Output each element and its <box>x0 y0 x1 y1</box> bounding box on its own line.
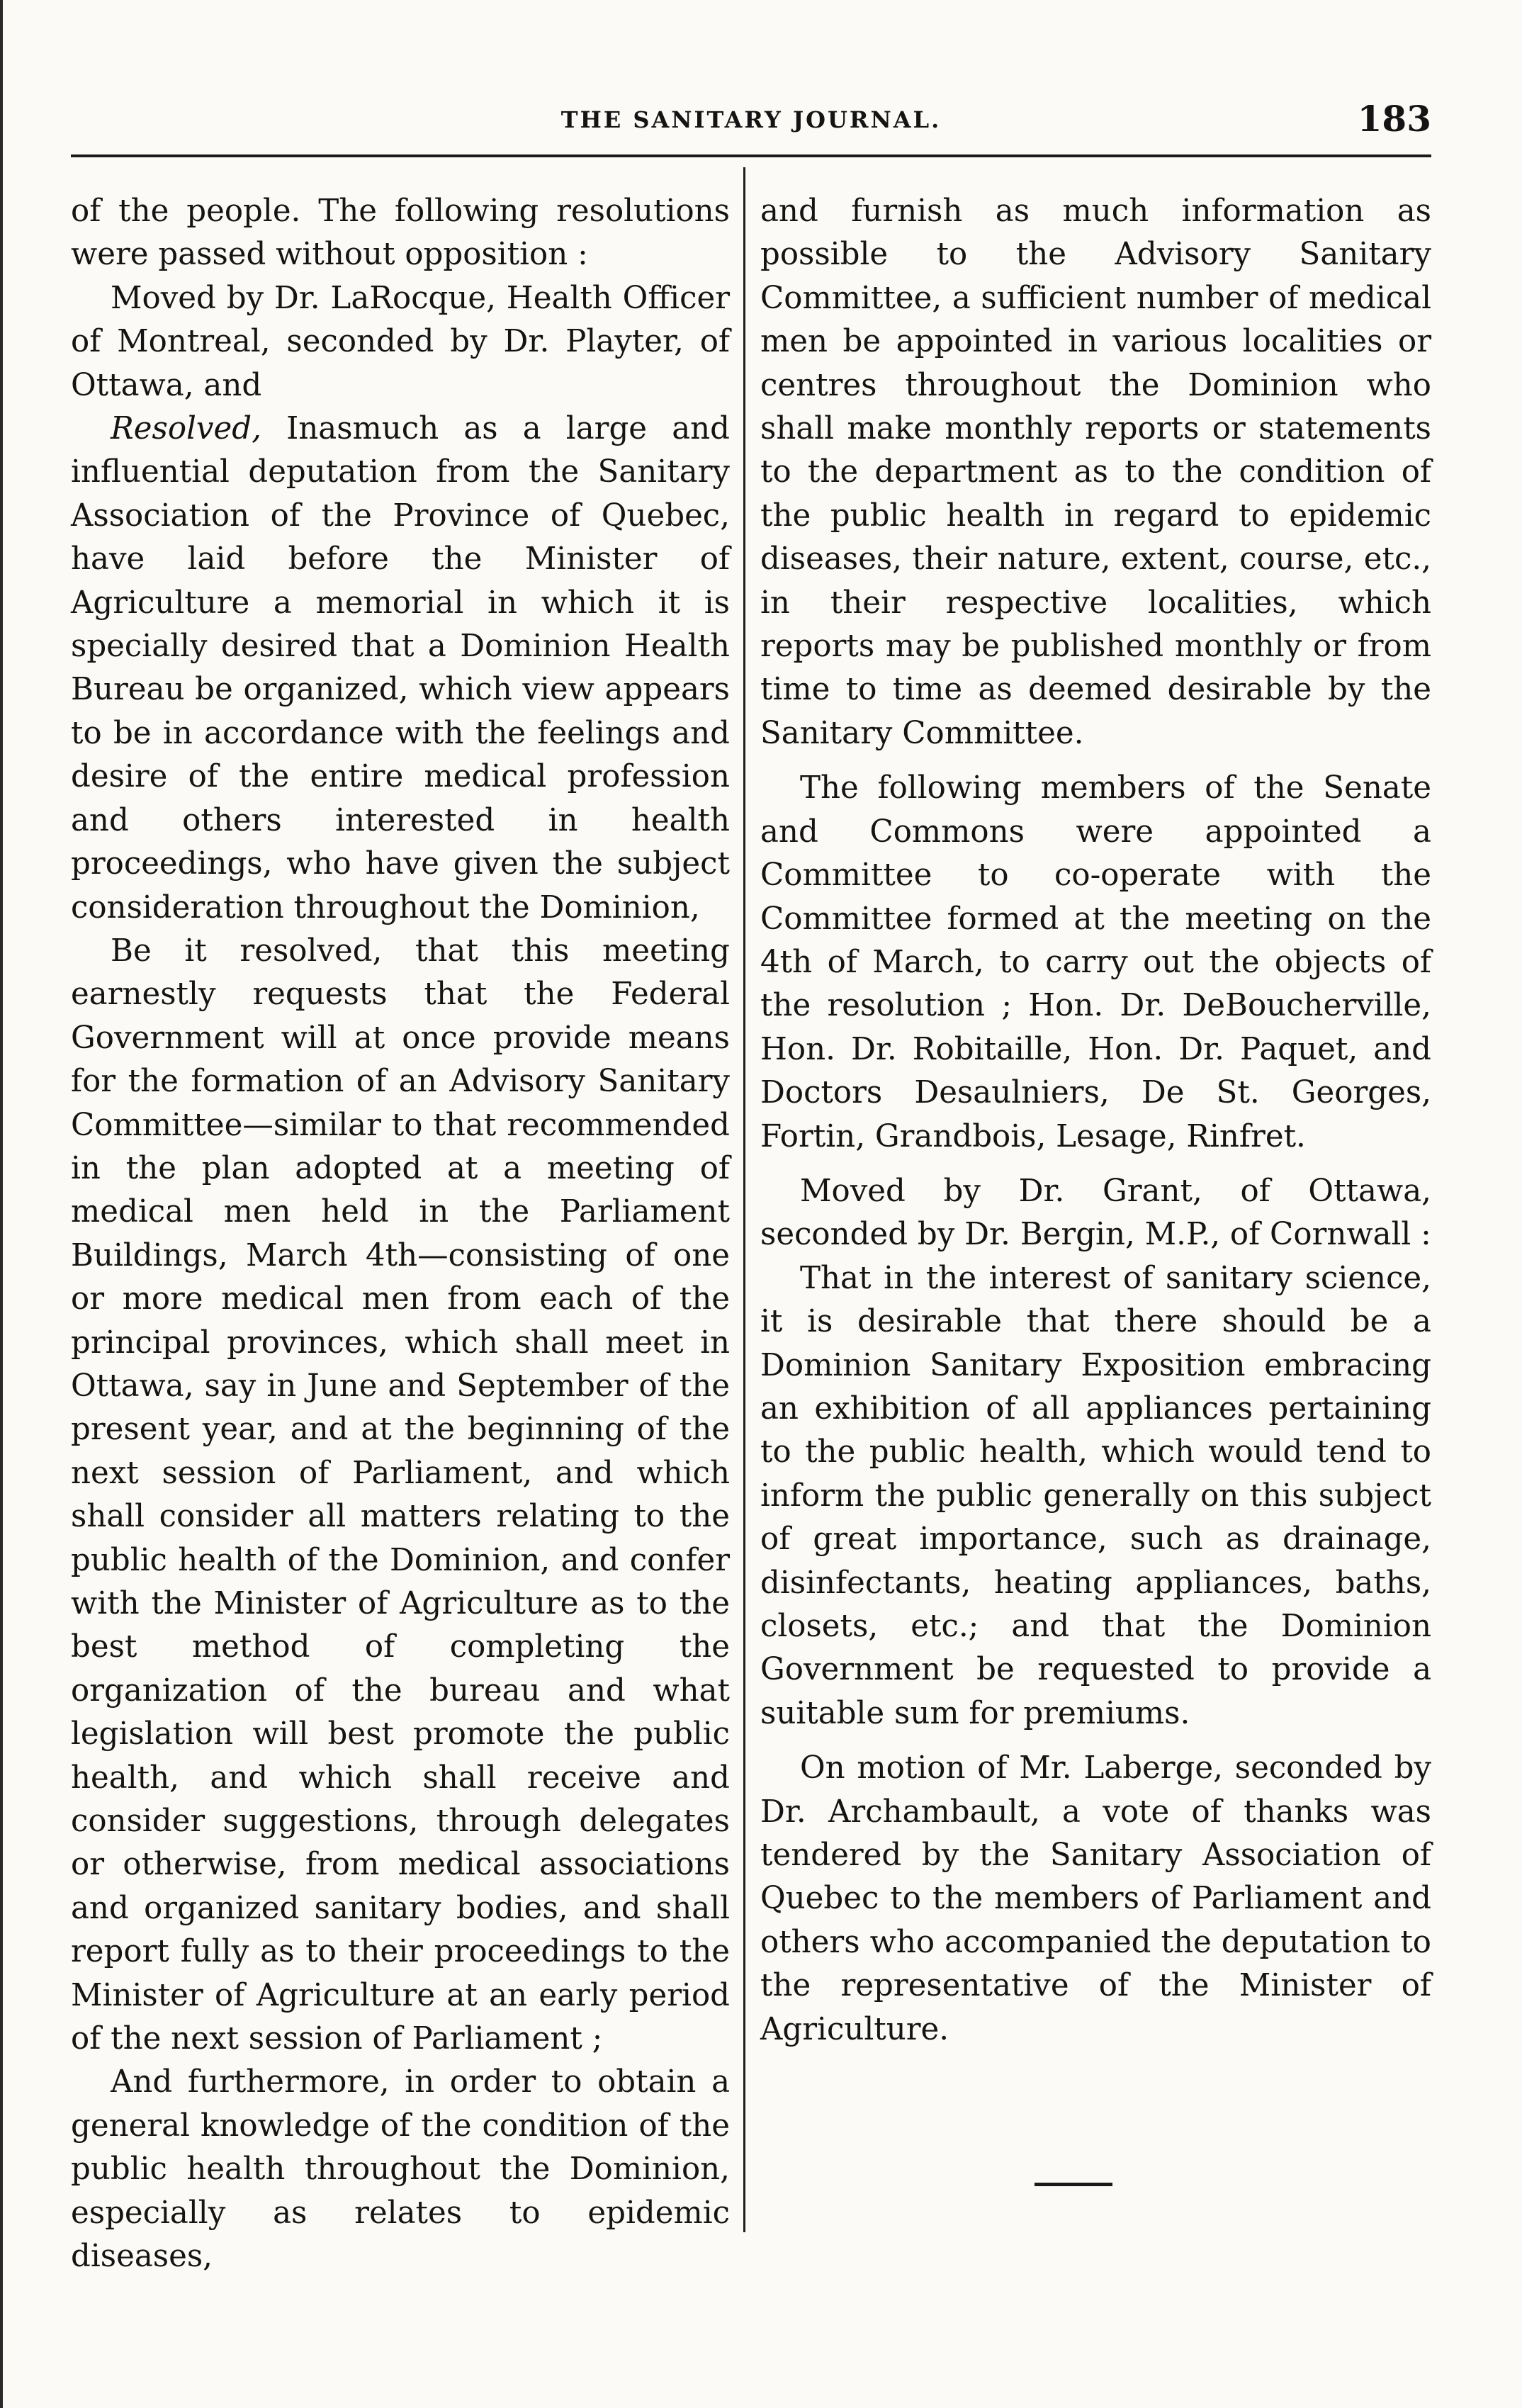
paragraph: and furnish as much information as possible to the Advisory Sanitary Committee, a sufficient number of medical men be appointed in various localities or centres throughout the Dominion who shall make monthly reports or statements to the department as to the condition of the public health in regard to epidemic diseases, their nature, extent, course, etc., in their respective localities, which reports may be published monthly or from time to time as deemed desirable by the Sanitary Committee. <box>760 193 1431 751</box>
resolved-body: Inasmuch as a large and influential deputation from the Sanitary Association of the Province of Quebec, have laid before the Minister of Agriculture a memorial in which it is specially desired that a Dominion Health Bureau be organized, which view appears to be in accordance with the feelings and desire of the entire medical profession and others interested in health proceedings, who have given the subject consideration throughout the Dominion, <box>71 411 730 925</box>
section-end-rule <box>1035 2183 1112 2186</box>
paragraph: Be it resolved, that this meeting earnestly requests that the Federal Government will at once provide means for the formation of an Advisory Sanitary Committee—similar to that recommended in the plan adopted at a meeting of medical men held in the Parliament Buildings, March 4th—consisting of one or more medical men from each of the principal provinces, which shall meet in Ottawa, say in June and September of the present year, and at the beginning of the next session of Parliament, and which shall consider all matters relating to the public health of the Dominion, and confer with the Minister of Agriculture as to the best method of completing the organization of the bureau and what legislation will best promote the public health, and which shall receive and consider suggestions, through delegates or otherwise, from medical associations and organized sanitary bodies, and shall report fully as to their proceedings to the Minister of Agriculture at an early period of the next session of Parliament ; <box>71 933 730 2057</box>
paragraph: of the people. The following resolutions were passed without opposition : <box>71 193 730 273</box>
column-divider <box>743 167 745 2232</box>
running-title: THE SANITARY JOURNAL. <box>560 106 942 133</box>
right-column <box>760 190 1431 2052</box>
page-number: 183 <box>1357 98 1431 140</box>
resolved-lead: Resolved, <box>111 411 261 447</box>
paragraph: The following members of the Senate and Commons were appointed a Committee to co-operate with the Committee formed at the meeting on the 4th of March, to carry out the objects of the resolution ; Hon. Dr. DeBoucherville, Hon. Dr. Robitaille, Hon. Dr. Paquet, and Doctors Desaulniers, De St. Georges, Fortin, Grandbois, Lesage, Rinfret. <box>760 770 1431 1154</box>
paragraph: Moved by Dr. LaRocque, Health Officer of Montreal, seconded by Dr. Playter, of Ottawa, and <box>71 280 730 403</box>
paragraph <box>71 407 730 930</box>
paragraph: Moved by Dr. Grant, of Ottawa, seconded by Dr. Bergin, M.P., of Cornwall : <box>760 1173 1431 1253</box>
left-column <box>71 190 730 2279</box>
header-rule <box>71 154 1431 157</box>
page-header <box>71 92 1431 156</box>
paragraph: That in the interest of sanitary science, it is desirable that there should be a Dominion Sanitary Exposition embracing an exhibition of all appliances pertaining to the public health, which would tend to inform the public generally on this subject of great importance, such as drainage, disinfectants, heating appliances, baths, closets, etc.; and that the Dominion Government be requested to provide a suitable sum for premiums. <box>760 1260 1431 1731</box>
paragraph: And furthermore, in order to obtain a general knowledge of the condition of the public health throughout the Dominion, especially as relates to epidemic diseases, <box>71 2064 730 2275</box>
paragraph: On motion of Mr. Laberge, seconded by Dr. Archambault, a vote of thanks was tendered by the Sanitary Association of Quebec to the members of Parliament and others who accompanied the deputation to the representative of the Minister of Agriculture. <box>760 1750 1431 2047</box>
page-edge-rule <box>0 0 3 2408</box>
